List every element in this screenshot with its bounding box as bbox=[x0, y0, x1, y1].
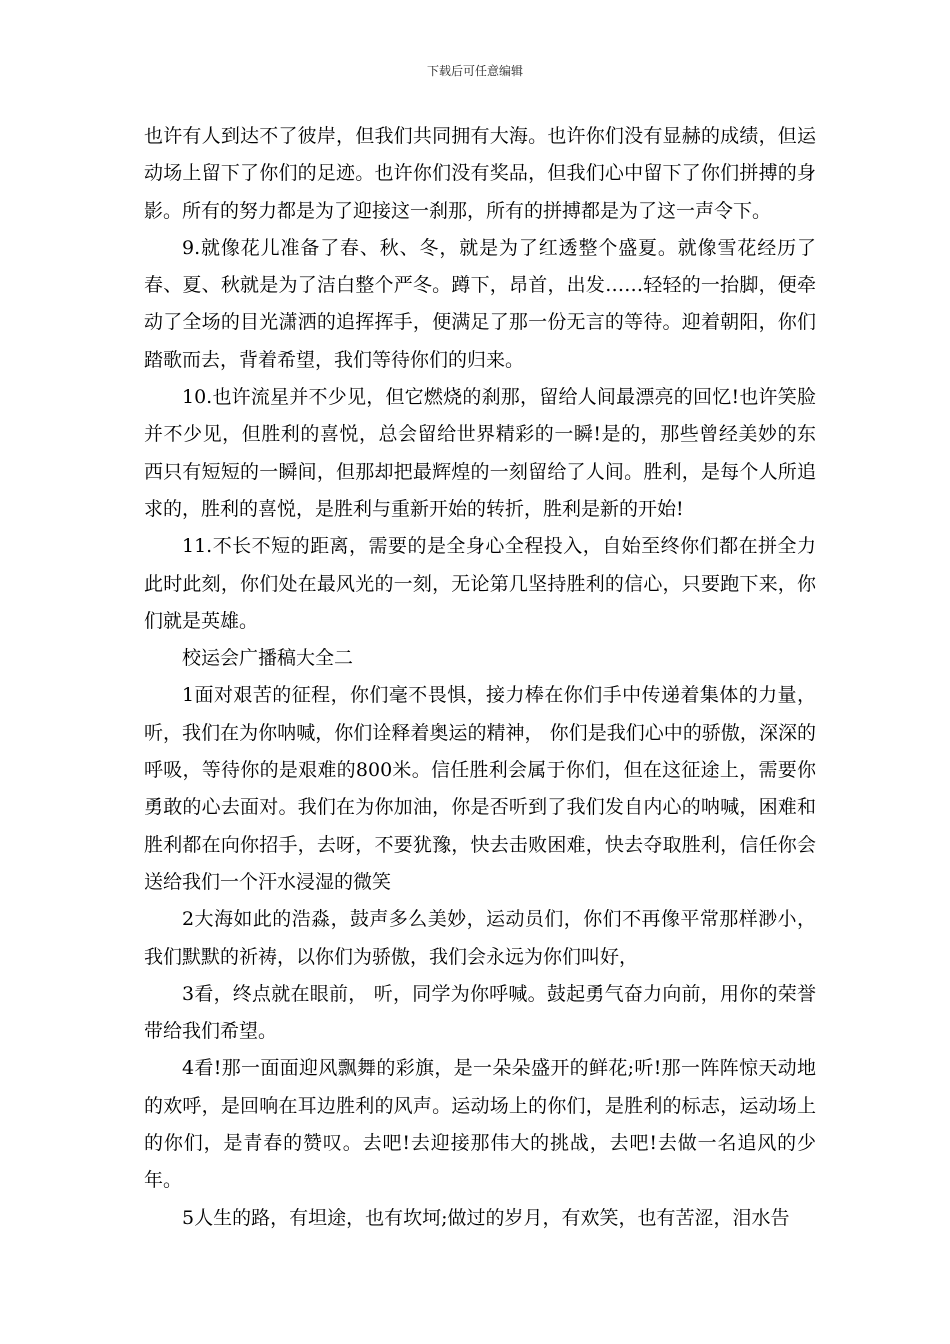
document-body bbox=[144, 118, 816, 1237]
section-heading: 校运会广播稿大全二 bbox=[182, 647, 354, 670]
paragraph-11: 11.不长不短的距离，需要的是全身心全程投入，自始至终你们都在拼全力此时此刻，你们处在最风光的一刻，无论第几坚持胜利的信心，只要跑下来，你们就是英雄。 bbox=[144, 535, 816, 632]
paragraph-10: 10.也许流星并不少见，但它燃烧的刹那，留给人间最漂亮的回忆!也许笑脸并不少见，但胜利的喜悦，总会留给世界精彩的一瞬!是的，那些曾经美妙的东西只有短短的一瞬间，但那却把最辉煌的一刻留给了人间。胜利，是每个人所追求的，胜利的喜悦，是胜利与重新开始的转折，胜利是新的开始! bbox=[144, 386, 816, 520]
paragraph-4: 4看!那一面面迎风飘舞的彩旗，是一朵朵盛开的鲜花;听!那一阵阵惊天动地的欢呼，是回响在耳边胜利的风声。运动场上的你们，是胜利的标志，运动场上的你们，是青春的赞叹。去吧!去迎接那伟大的挑战，去吧!去做一名追风的少年。 bbox=[144, 1057, 816, 1192]
paragraph-3: 3看，终点就在眼前， 听，同学为你呼喊。鼓起勇气奋力向前，用你的荣誉带给我们希望。 bbox=[144, 982, 816, 1043]
paragraph-9: 9.就像花儿准备了春、秋、冬，就是为了红透整个盛夏。就像雪花经历了春、夏、秋就是为了洁白整个严冬。蹲下，昂首，出发……轻轻的一抬脚，便牵动了全场的目光潇洒的追挥挥手，便满足了那一份无言的等待。迎着朝阳，你们踏歌而去，背着希望，我们等待你们的归来。 bbox=[144, 236, 816, 371]
paragraph-5: 5人生的路，有坦途，也有坎坷;做过的岁月，有欢笑，也有苦涩，泪水告 bbox=[182, 1206, 790, 1229]
paragraph-intro: 也许有人到达不了彼岸，但我们共同拥有大海。也许你们没有显赫的成绩，但运动场上留下了你们的足迹。也许你们没有奖品，但我们心中留下了你们拼搏的身影。所有的努力都是为了迎接这一刹那，所有的拼搏都是为了这一声令下。 bbox=[144, 125, 816, 222]
paragraph-2: 2大海如此的浩淼，鼓声多么美妙，运动员们，你们不再像平常那样渺小，我们默默的祈祷，以你们为骄傲，我们会永远为你们叫好， bbox=[144, 908, 816, 968]
page-header: 下载后可任意编辑 bbox=[426, 64, 523, 78]
paragraph-1: 1面对艰苦的征程，你们毫不畏惧，接力棒在你们手中传递着集体的力量，听，我们在为你呐喊，你们诠释着奥运的精神， 你们是我们心中的骄傲，深深的呼吸，等待你的是艰难的800米。信任胜利会属于你们，但在这征途上，需要你勇敢的心去面对。我们在为你加油，你是否听到了我们发自内心的呐喊，困难和胜利都在向你招手，去呀，不要犹豫，快去击败困难，快去夺取胜利，信任你会送给我们一个汗水浸湿的微笑 bbox=[144, 684, 816, 893]
